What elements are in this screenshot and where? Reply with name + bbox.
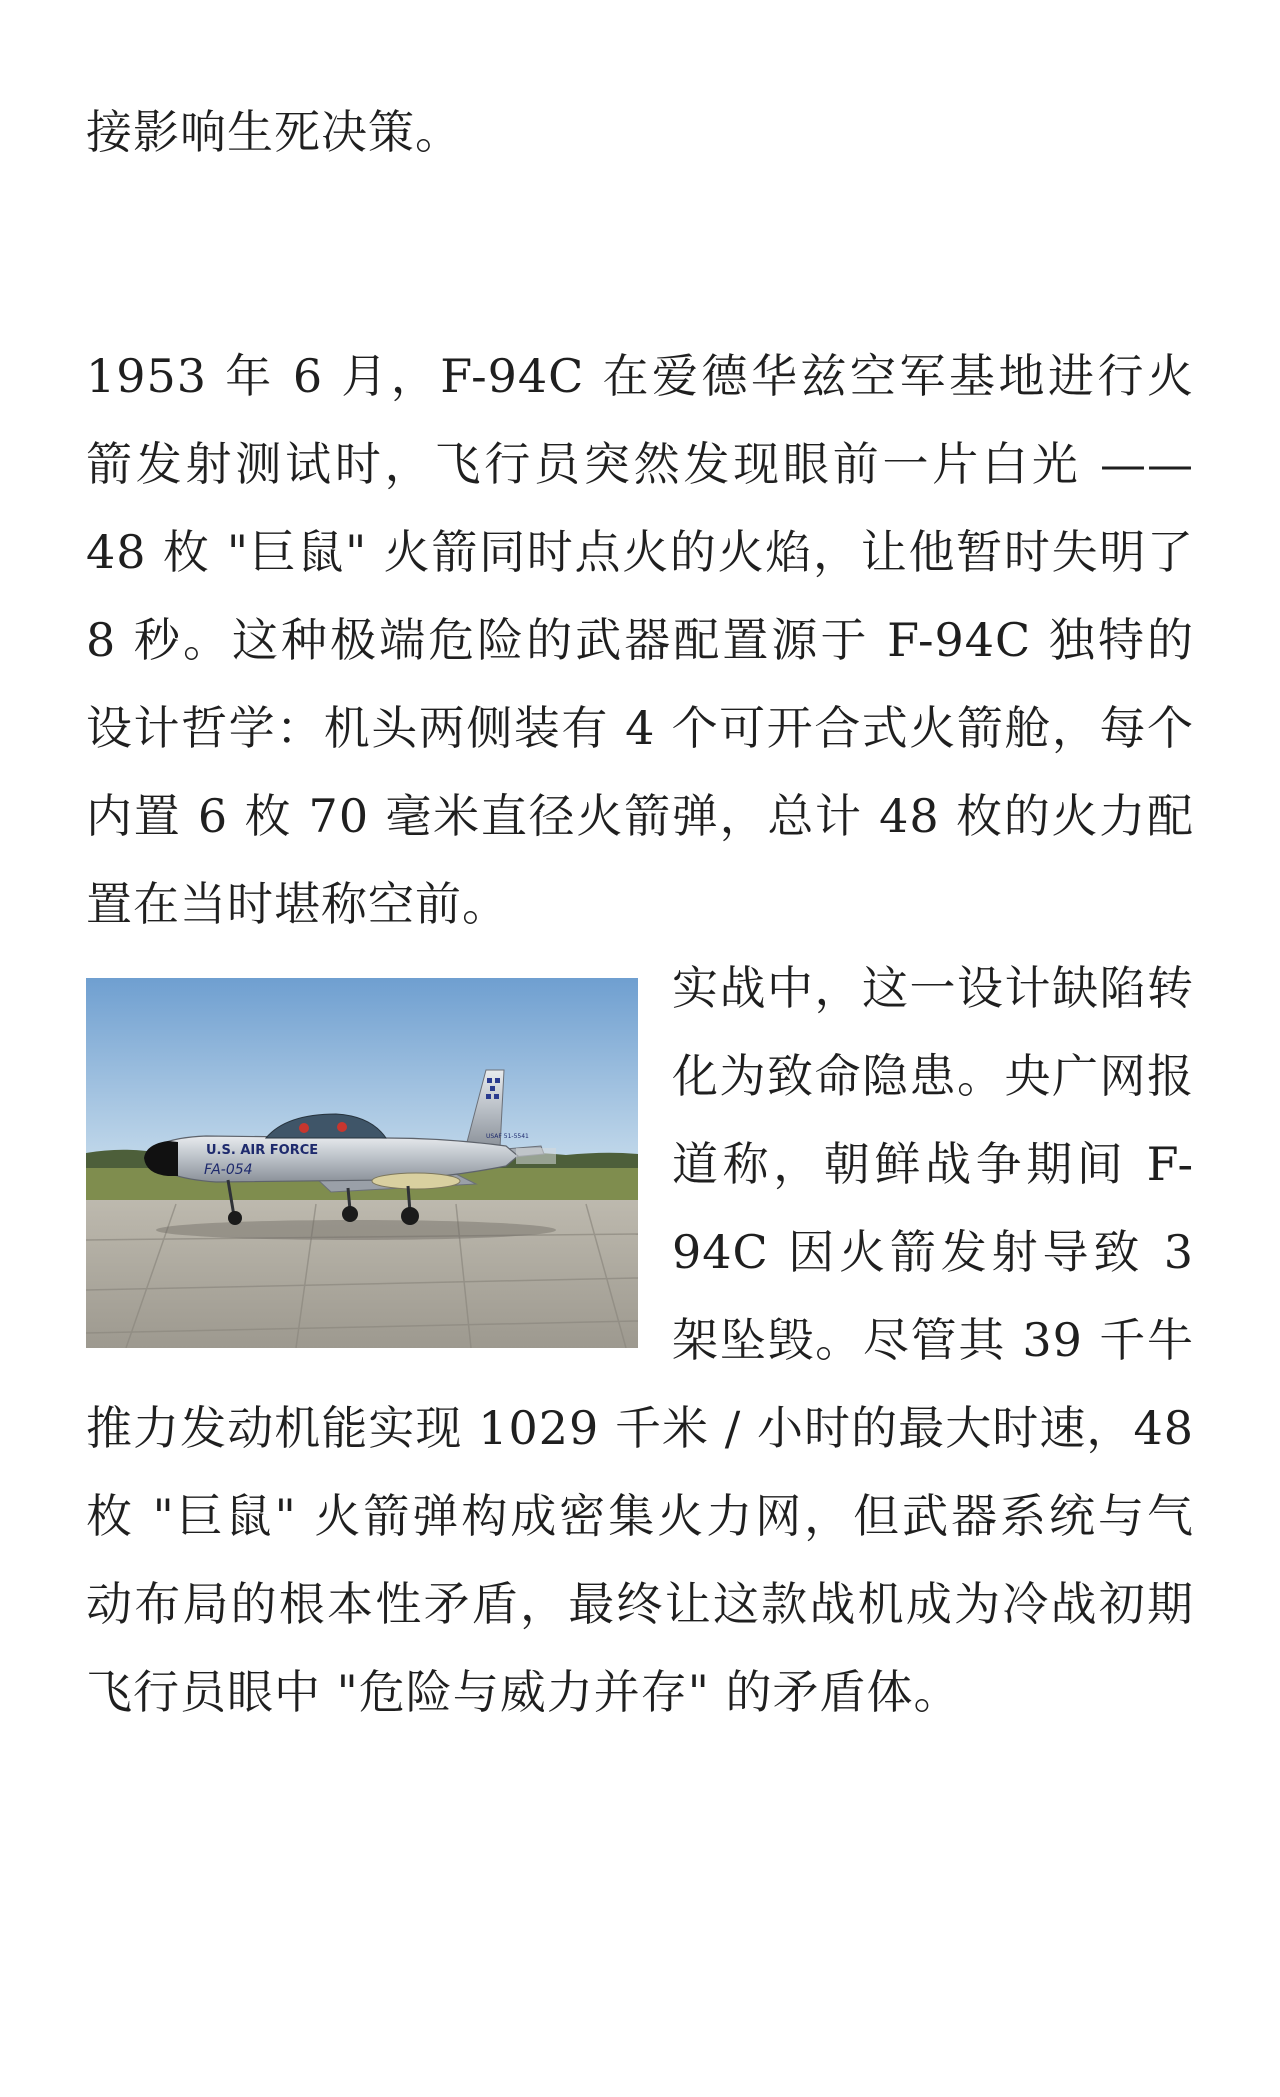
fuselage-marking: U.S. AIR FORCE [206, 1143, 319, 1158]
paragraph-intro-tail: 接影响生死决策。 [86, 105, 462, 159]
paragraph-rocket-test: 1953 年 6 月，F-94C 在爱德华兹空军基地进行火箭发射测试时，飞行员突然发现眼前一片白光 —— 48 枚 "巨鼠" 火箭同时点火的火焰，让他暂时失明了 8 秒。这种极端危险的武器配置源于 F-94C 独特的设计哲学：机头两侧装有 4 个可开合式火箭舱，每个内置 6 枚 70 毫米直径火箭弹，总计 48 枚的火力配置在当时堪称空前。 [86, 349, 1194, 931]
combat-section [86, 944, 1194, 1736]
serial-marking: FA-054 [204, 1162, 253, 1178]
paragraph-combat: 实战中，这一设计缺陷转化为致命隐患。央广网报道称，朝鲜战争期间 F-94C 因火箭发射导致 3 架坠毁。尽管其 39 千牛推力发动机能实现 1029 千米 / 小时的最大时速，48 枚 "巨鼠" 火箭弹构成密集火力网，但武器系统与气动布局的根本性矛盾，最终让这款战机成为冷战初期飞行员眼中 "危险与威力并存" 的矛盾体。 [86, 961, 1194, 1719]
tail-marking: USAF 51-5541 [486, 1133, 529, 1140]
f94c-aircraft-photo [86, 978, 638, 1348]
